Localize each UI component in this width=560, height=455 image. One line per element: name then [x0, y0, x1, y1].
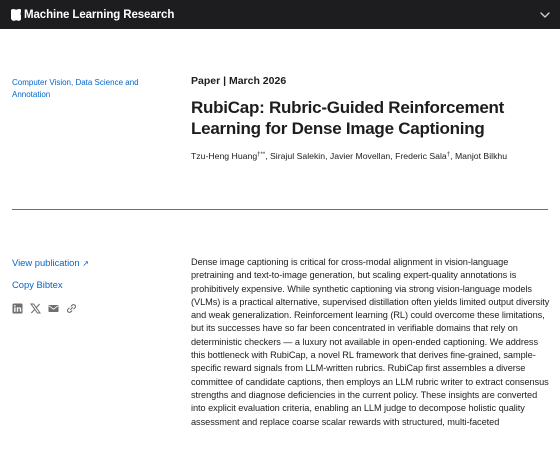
- author-separator: ,: [450, 151, 455, 161]
- copy-bibtex-link[interactable]: Copy Bibtex: [12, 279, 63, 290]
- paper-title: RubiCap: Rubric-Guided Reinforcement Learning for Dense Image Captioning: [191, 98, 505, 138]
- linkedin-icon[interactable]: [12, 303, 23, 314]
- external-arrow-icon: ↗: [82, 259, 89, 268]
- view-publication-label: View publication: [12, 257, 80, 268]
- view-publication-link[interactable]: [12, 257, 89, 268]
- paper-date-label: Paper | March 2026: [191, 75, 287, 87]
- chevron-down-icon[interactable]: [539, 9, 551, 21]
- author-separator: ,: [390, 151, 396, 161]
- site-title: Machine Learning Research: [24, 8, 175, 21]
- author-separator: ,: [325, 151, 330, 161]
- author-name: Tzu-Heng Huang: [191, 151, 258, 161]
- share-icons: [12, 303, 84, 314]
- site-home-link[interactable]: [11, 0, 174, 29]
- author-affiliation-mark: †**: [257, 152, 266, 158]
- author-affiliation-mark: †: [446, 152, 451, 158]
- author-name: Manjot Bilkhu: [454, 151, 508, 161]
- author-list: [191, 149, 553, 162]
- category-link[interactable]: Computer Vision, Data Science and Annotation: [12, 78, 139, 99]
- paper-abstract: Dense image captioning is critical for cross-modal alignment in vision-language pretraining and text-to-image generation, but scaling expert-quality annotations is prohibitively expensive. While synthetic captioning via strong vision-language models (VLMs) is a practical alternative, supervised distillation often yields limited output diversity and weak generalization. Reinforcement learning (RL) could overcome these limitations, but its successes have so far been concentrated in verifiable domains that rely on deterministic checkers — a luxury not available in open-ended captioning. We address this bottleneck with RubiCap, a novel RL framework that derives fine-grained, sample-specific reward signals from LLM-written rubrics. RubiCap first assembles a diverse committee of candidate captions, then employs an LLM rubric writer to extract consensus strengths and diagnose deficiencies in the current policy. These insights are converted into explicit evaluation criteria, enabling an LLM judge to decompose holistic quality assessment and replace coarse scalar rewards with structured, multi-faceted: [191, 257, 550, 427]
- apple-logo-icon: [11, 9, 21, 21]
- section-divider: [12, 209, 548, 210]
- x-icon[interactable]: [30, 303, 41, 314]
- mail-icon[interactable]: [48, 303, 59, 314]
- top-navigation-bar: [0, 0, 560, 29]
- link-icon[interactable]: [66, 303, 77, 314]
- author-name: Frederic Sala: [395, 151, 447, 161]
- author-separator: ,: [265, 151, 271, 161]
- author-name: Javier Movellan: [329, 151, 391, 161]
- author-name: Sirajul Salekin: [270, 151, 326, 161]
